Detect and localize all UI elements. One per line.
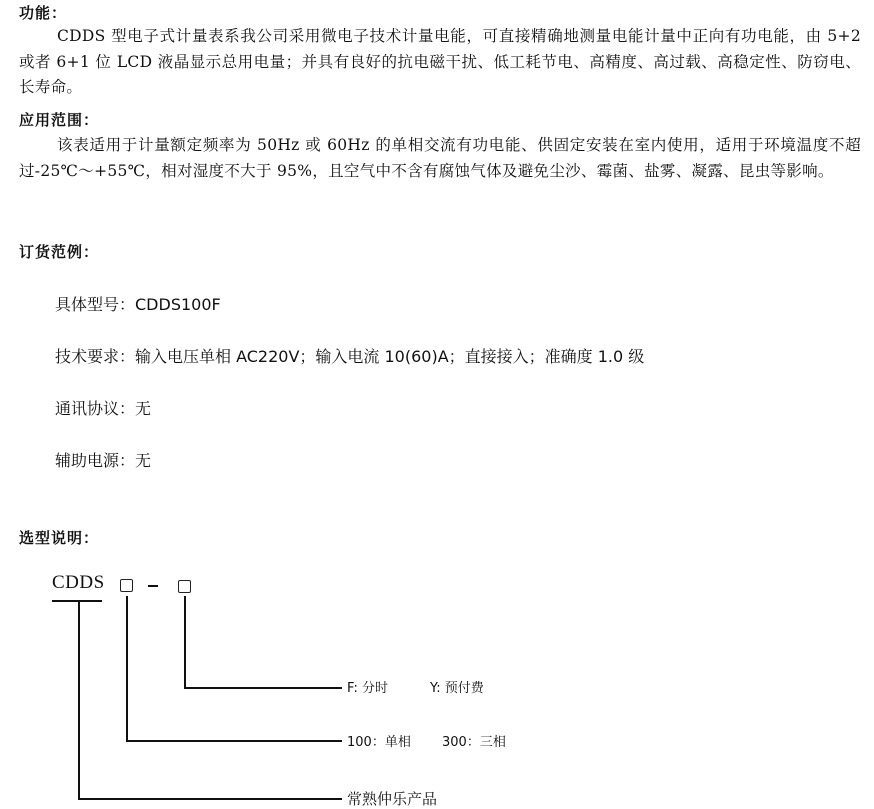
connector-function-horizontal bbox=[184, 687, 342, 689]
application-heading: 应用范围： bbox=[19, 111, 100, 129]
order-example-heading: 订货范例： bbox=[19, 243, 100, 261]
selection-heading: 选型说明： bbox=[19, 529, 100, 547]
order-tech-line: 技术要求：输入电压单相 AC220V；输入电流 10(60)A；直接接入；准确度 1.0 级 bbox=[55, 347, 645, 366]
manufacturer-label: 常熟仲乐产品 bbox=[347, 790, 438, 808]
connector-phase-vertical bbox=[126, 596, 128, 741]
option-f-label: F: 分时 bbox=[347, 681, 388, 696]
function-heading: 功能： bbox=[19, 4, 68, 22]
application-text: 该表适用于计量额定频率为 50Hz 或 60Hz 的单相交流有功电能、供固定安装在室内使用，适用于环境温度不超过-25℃～+55℃，相对湿度不大于 95%，且空气中不含有腐蚀气体及避免尘沙、霉菌、盐雾、凝露、昆虫等影响。 bbox=[19, 136, 861, 180]
option-y-label: Y: 预付费 bbox=[430, 681, 484, 696]
option-100-label: 100：单相 bbox=[347, 735, 411, 750]
function-text: CDDS 型电子式计量表系我公司采用微电子技术计量电能，可直接精确地测量电能计量中正向有功电能，由 5+2 或者 6+1 位 LCD 液晶显示总用电量；并具有良好的抗电磁干扰、低工耗节电、高精度、高过载、高稳定性、防窃电、长寿命。 bbox=[19, 27, 861, 96]
order-protocol-line: 通讯协议：无 bbox=[55, 399, 152, 418]
placeholder-box-function bbox=[178, 580, 191, 593]
connector-prefix-horizontal bbox=[78, 798, 342, 800]
model-dash bbox=[148, 585, 158, 587]
connector-phase-horizontal bbox=[126, 740, 342, 742]
order-model-line: 具体型号：CDDS100F bbox=[55, 295, 221, 314]
connector-prefix-vertical bbox=[78, 601, 80, 799]
model-prefix: CDDS bbox=[52, 572, 105, 593]
option-300-label: 300：三相 bbox=[442, 735, 506, 750]
order-aux-power-line: 辅助电源：无 bbox=[55, 451, 152, 470]
connector-function-vertical bbox=[184, 596, 186, 688]
model-underline bbox=[52, 600, 102, 602]
placeholder-box-phase bbox=[120, 579, 133, 592]
